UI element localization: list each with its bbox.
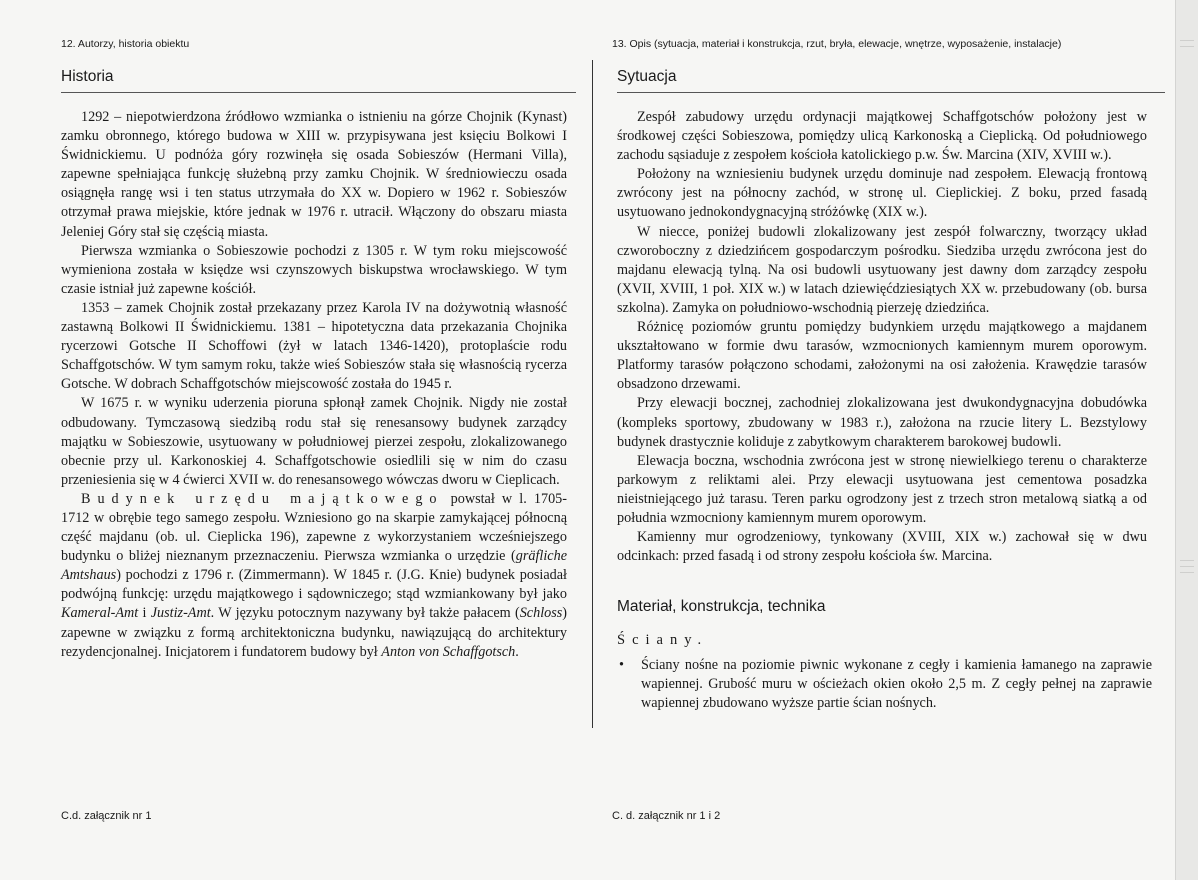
left-footer: C.d. załącznik nr 1: [61, 810, 152, 822]
left-section-title: Historia: [61, 68, 114, 85]
column-divider: [592, 60, 593, 728]
left-header: 12. Autorzy, historia obiektu: [61, 38, 190, 50]
history-paragraph: Pierwsza wzmianka o Sobieszowie pochodzi z 1305 r. W tym roku miejscowość wymieniona została w księdze wsi czynszowych biskupstwa wrocławskiego. W tym czasie istniał już zapewne kościół.: [61, 242, 567, 297]
history-paragraph: 1353 – zamek Chojnik został przekazany przez Karola IV na dożywotnią własność zastawną Bolkowi II Świdnickiemu. 1381 – hipotetyczna data przekazania Chojnika rycerzowi Gotsche II Schoffowi (żył w latach 1346-1420), protoplaście rodu Schaffgotschów. W tym samym roku, także wieś Sobieszów stała się własnością rycerza Gotsche. W dobrach Schaffgotschów miejscowość została do 1945 r.: [61, 299, 567, 393]
right-header: 13. Opis (sytuacja, materiał i konstrukcja, rzut, bryła, elewacje, wnętrze, wyposażenie, instalacje): [612, 38, 1062, 50]
situation-paragraph: Zespół zabudowy urzędu ordynacji majątkowej Schaffgotschów położony jest w środkowej części Sobieszowa, pomiędzy ulicą Karkonoską a Cieplicką. Od południowego zachodu sąsiaduje z zespołem kościoła katolickiego p.w. Św. Marcina (XIV, XVIII w.).: [617, 109, 1147, 164]
history-paragraph: 1292 – niepotwierdzona źródłowo wzmianka o istnieniu na górze Chojnik (Kynast) zamku obronnego, którego budowa w XIII w. przypisywana jest księciu Bolkowi I Świdnickiemu. U podnóża góry rozwinęła się osada Sobieszów (Hermani Villa), zapewne spełniająca funkcję służebną przy zamku Chojnik. W średniowieczu osada osiągnęła rangę wsi i ten status utrzymała do XX w. Dopiero w 1962 r. Sobieszów otrzymał prawa miejskie, które jednak w 1976 r. utracił. Włączony do obszaru miasta Jeleniej Góry stał się częścią miasta.: [61, 109, 567, 240]
right-title-rule: [617, 92, 1165, 93]
situation-paragraph: W niecce, poniżej budowli zlokalizowany jest zespół folwarczny, tworzący układ czworoboczny z dziedzińcem gospodarczym pośrodku. Siedziba urzędu zwrócona jest do majdanu elewacją tylną. Na osi budowli usytuowany jest dawny dom zarządcy zespołu (XVII, XVIII, 1 poł. XIX w.) w latach dziewięćdziesiątych XX w. przebudowany (ob. bursa szkolna). Zamyka on południowo-wschodnią pierzeję dziedzińca.: [617, 223, 1147, 316]
walls-bullet-text: Ściany nośne na poziomie piwnic wykonane z cegły i kamienia łamanego na zaprawie wapiennej. Grubość muru w ościeżach okien około 2,5 m. Z cegły pełnej na zaprawie wapiennej zbudowano wyższe partie ścian nośnych.: [641, 657, 1152, 712]
material-section-title: Materiał, konstrukcja, technika: [617, 598, 826, 615]
right-footer: C. d. załącznik nr 1 i 2: [612, 810, 721, 822]
situation-paragraph: Przy elewacji bocznej, zachodniej zlokalizowana jest dwukondygnacyjna dobudówka (kompleks sportowy, zbudowany w 1983 r.), założona na rzucie litery L. Bezstylowy budynek drastycznie koliduje z zabytkowym charakterem barokowej budowli.: [617, 395, 1147, 450]
left-title-rule: [61, 92, 576, 93]
situation-paragraph: Różnicę poziomów gruntu pomiędzy budynkiem urzędu majątkowego a majdanem ukształtowano w formie dwu tarasów, wzmocnionych kamiennym murem oporowym. Platformy tarasów połączono schodami, założonymi na osi założenia. Krawędzie tarasów obsadzono drzewami.: [617, 319, 1147, 393]
spaced-lead: Budynek urzędu majątkowego: [81, 490, 444, 507]
history-text: [61, 108, 567, 662]
situation-paragraph: Kamienny mur ogrodzeniowy, tynkowany (XVIII, XIX w.) zachował się w dwu odcinkach: przed fasadą i od strony zespołu kościoła św. Marcina.: [617, 529, 1147, 565]
bullet-icon: •: [619, 657, 624, 673]
right-section-title: Sytuacja: [617, 68, 677, 85]
situation-text: [617, 108, 1147, 566]
situation-paragraph: Położony na wzniesieniu budynek urzędu dominuje nad zespołem. Elewacją frontową zwrócony jest na północny zachód, w stronę ul. Cieplickiej. Z boku, przed fasadą usytuowano jednokondygnacyjną stróżówkę (XIX w.).: [617, 166, 1147, 221]
history-paragraph-building: Budynek urzędu majątkowego powstał w l. 1705-1712 w obrębie tego samego zespołu. Wzniesiono go na skarpie zamykającej północną część majdanu (ob. ul. Cieplicka 196), zapewne z wykorzystaniem wcześniejszego budynku o bliżej nieznanym przeznaczeniu. Pierwsza wzmianka o urzędzie (gräfliche Amtshaus) pochodzi z 1796 r. (Zimmermann). W 1845 r. (J.G. Knie) budynek posiadał podwójną funkcję: urzędu majątkowego i sądowniczego; stąd wzmiankowany był jako Kameral-Amt i Justiz-Amt. W języku potocznym nazywany był także pałacem (Schloss) zapewne w związku z formą architektoniczna budynku, nawiązującą do architektury rezydencjonalnej. Inicjatorem i fundatorem budowy był Anton von Schaffgotsch.: [61, 490, 567, 660]
walls-subheading: Ściany.: [617, 632, 709, 648]
walls-bullet-item: [617, 656, 1152, 713]
history-paragraph: W 1675 r. w wyniku uderzenia pioruna spłonął zamek Chojnik. Nigdy nie został odbudowany. Tymczasową siedzibą rodu stał się renesansowy budynek zarządcy majątku w Sobieszowie, usytuowany w południowej pierzei zespołu, zlokalizowanego obecnie przy ul. Karkonoskiej 4. Schaffgotschowie osiedlili się w nim do czasu przeniesienia się w 4 ćwierci XVII w. do renesansowego wówczas dworu w Cieplicach.: [61, 395, 567, 488]
situation-paragraph: Elewacja boczna, wschodnia zwrócona jest w stronę niewielkiego terenu o charakterze parkowym z reliktami alei. Przy elewacji usytuowana jest cementowa posadzka nieistniejącego już tarasu. Teren parku ogrodzony jest z trzech stron metalową siatką a od południa wzmocniony kamiennym murem oporowym.: [617, 452, 1147, 526]
page-edge: [1175, 0, 1198, 880]
